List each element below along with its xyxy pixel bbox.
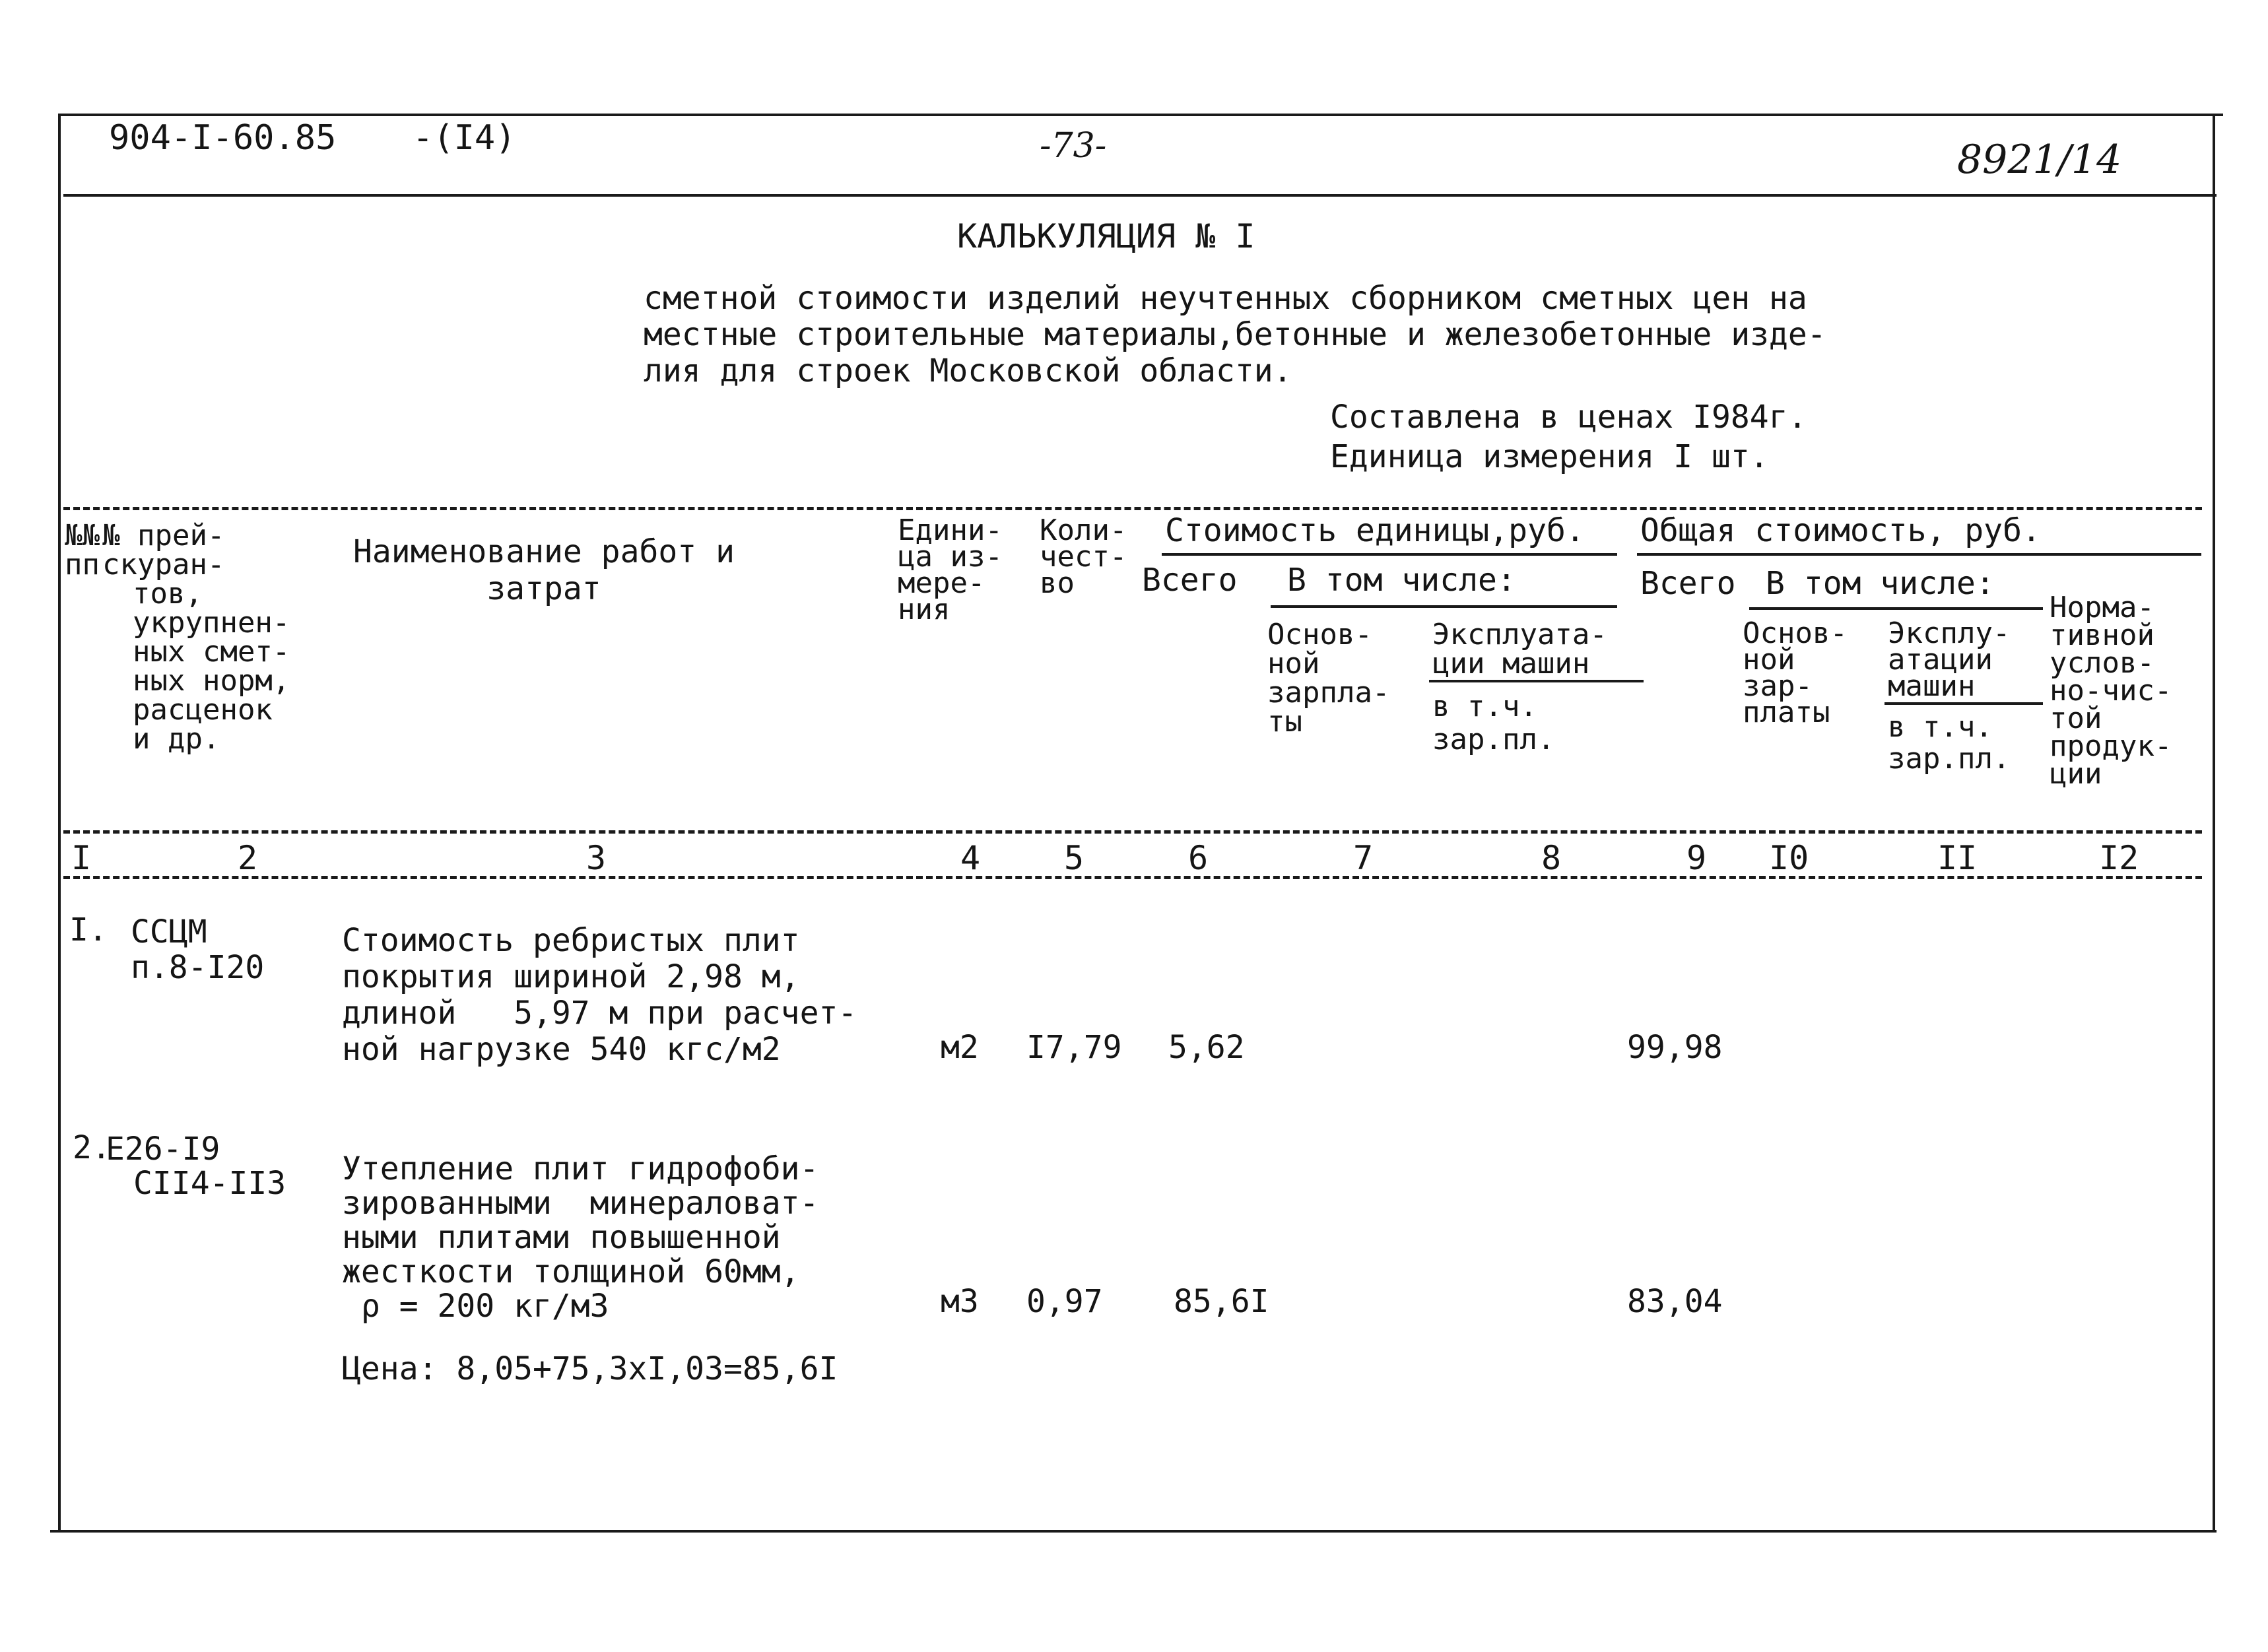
- col-header-1: №№ пп: [65, 519, 100, 581]
- row-2-unit: м3: [941, 1283, 979, 1320]
- col-header-5: Коли- чест- во: [1040, 513, 1127, 600]
- col-header-8-machines: Эксплуата- ции машин: [1432, 618, 1607, 680]
- total-cost-header: Общая стоимость, руб.: [1640, 512, 2041, 549]
- row-1-unit: м2: [941, 1029, 979, 1066]
- col-number-2: 2: [238, 839, 258, 877]
- column-numbers-bottom-border: [63, 876, 2202, 879]
- col-header-6: Всего: [1142, 562, 1238, 599]
- row-1-reference: ССЦМ п.8-I20: [131, 913, 265, 986]
- col-header-11-wages: в т.ч. зар.пл.: [1888, 710, 2011, 776]
- col-header-11-machines: Эксплу- атации машин: [1888, 616, 2011, 703]
- row-1-number: I.: [69, 911, 108, 948]
- row-2-number: 2.: [73, 1129, 111, 1166]
- machines-underline-2: [1884, 702, 2043, 705]
- col-number-8: 8: [1541, 839, 1562, 877]
- col-header-8-wages: в т.ч. зар.пл.: [1432, 690, 1555, 756]
- unit-cost-underline: [1162, 553, 1617, 556]
- unit-cost-including-header: В том числе:: [1287, 562, 1516, 599]
- title-line-1: сметной стоимости изделий неучтенных сборником сметных цен на: [644, 280, 1807, 317]
- unit-cost-header: Стоимость единицы,руб.: [1165, 512, 1585, 549]
- document-code: 904-I-60.85: [109, 118, 337, 158]
- frame-right-line: [2213, 114, 2215, 1530]
- measurement-unit: Единица измерения I шт.: [1330, 438, 1769, 475]
- frame-bottom-line: [50, 1530, 2217, 1533]
- header-divider-line: [63, 194, 2217, 197]
- machines-underline: [1429, 680, 1644, 682]
- col-number-4: 4: [960, 839, 981, 877]
- col-number-5: 5: [1064, 839, 1084, 877]
- frame-left-line: [58, 114, 61, 1530]
- col-header-9: Всего: [1640, 565, 1736, 602]
- price-basis: Составлена в ценах I984г.: [1330, 399, 1807, 436]
- col-number-3: 3: [586, 839, 607, 877]
- row-2-reference: Е26-I9 СII4-II3: [106, 1131, 286, 1202]
- col-header-12: Норма- тивной услов- но-чис- той продук- ции: [2050, 591, 2172, 791]
- row-2-price-note: Цена: 8,05+75,3хI,03=85,6I: [342, 1350, 838, 1387]
- row-2-quantity: 0,97: [1026, 1283, 1103, 1320]
- inventory-number: 8921/14: [1957, 137, 2122, 183]
- col-number-10: I0: [1769, 839, 1809, 877]
- col-header-3: Наименование работ и затрат: [353, 533, 735, 607]
- row-1-name: Стоимость ребристых плит покрытия шириной 2,98 м, длиной 5,97 м при расчет- ной нагрузке 540 кгс/м2: [342, 922, 857, 1068]
- page-number: -73-: [1040, 126, 1107, 166]
- total-including-underline: [1749, 607, 2043, 610]
- col-number-11: II: [1937, 839, 1978, 877]
- row-2-name: Утепление плит гидрофоби- зированными минераловат- ными плитами повышенной жесткости толщиной 60мм, ρ = 200 кг/м3: [342, 1150, 819, 1325]
- col-header-10: Основ- ной зар- платы: [1743, 616, 1848, 729]
- col-number-6: 6: [1188, 839, 1209, 877]
- calculation-heading: КАЛЬКУЛЯЦИЯ № I: [957, 217, 1255, 255]
- title-line-3: лия для строек Московской области.: [644, 352, 1292, 389]
- row-1-quantity: I7,79: [1026, 1029, 1122, 1066]
- col-header-7: Основ- ной зарпла- ты: [1267, 618, 1390, 739]
- row-2-total: 83,04: [1627, 1283, 1723, 1320]
- total-cost-underline: [1637, 553, 2201, 556]
- unit-including-underline: [1271, 605, 1617, 608]
- row-2-unit-price: 85,6I: [1174, 1283, 1269, 1320]
- table-header-top-border: [63, 507, 2202, 510]
- col-number-12: I2: [2099, 839, 2139, 877]
- col-header-4: Едини- ца из- мере- ния: [898, 513, 1003, 626]
- row-1-unit-price: 5,62: [1168, 1029, 1245, 1066]
- col-number-1: I: [71, 839, 92, 877]
- row-1-total: 99,98: [1627, 1029, 1723, 1066]
- total-cost-including-header: В том числе:: [1766, 565, 1995, 602]
- frame-top-line: [58, 114, 2223, 116]
- col-number-9: 9: [1686, 839, 1707, 877]
- title-line-2: местные строительные материалы,бетонные и железобетонные изде-: [644, 316, 1826, 353]
- col-header-2: № прей- скуран- тов, укрупнен- ных смет- ных норм, расценок и др.: [102, 519, 290, 756]
- table-header-bottom-border: [63, 830, 2202, 834]
- sheet-number: -(I4): [413, 118, 516, 158]
- col-number-7: 7: [1353, 839, 1374, 877]
